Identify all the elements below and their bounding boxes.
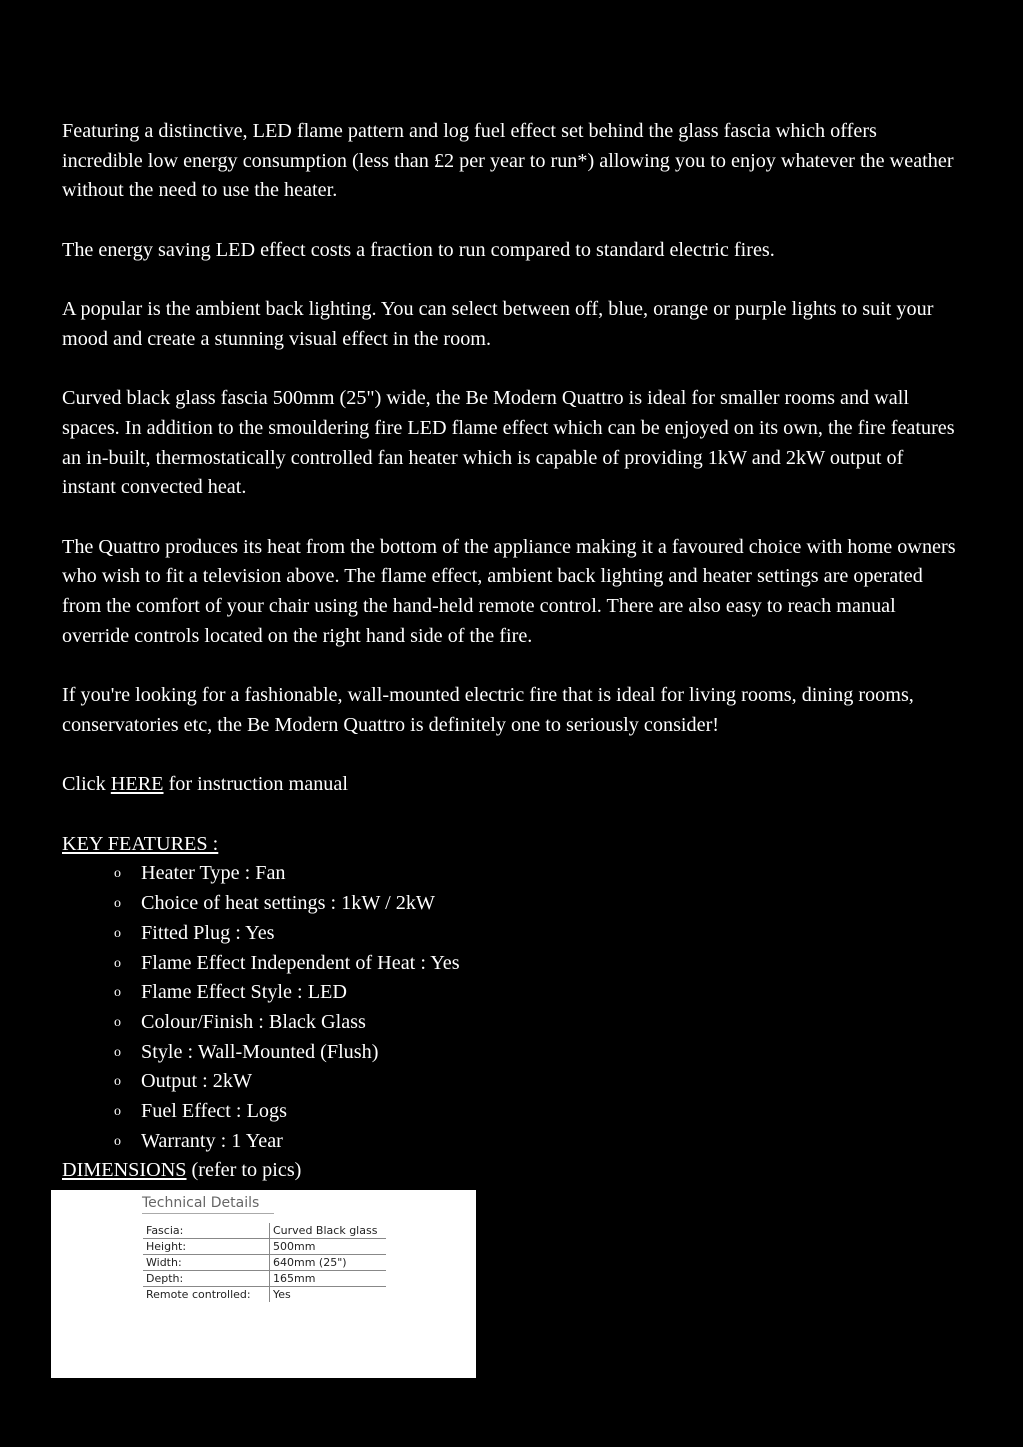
feature-item [62,978,962,1008]
feature-text: Heater Type : Fan [141,862,286,885]
summary-paragraph: If you're looking for a fashionable, wall-mounted electric fire that is ideal for living rooms, dining rooms, conservatories etc, the Be Modern Quattro is definitely one to seriously consider! [62,684,914,736]
feature-item [62,859,962,889]
manual-line [62,770,962,800]
bullet-icon: o [114,1074,121,1090]
manual-link[interactable]: HERE [110,773,164,796]
title-divider [142,1213,274,1214]
dimensions-label: DIMENSIONS [62,1159,187,1182]
feature-item [62,1127,962,1157]
feature-text: Flame Effect Style : LED [141,981,347,1004]
table-row [143,1239,386,1255]
technical-details-table [143,1223,386,1302]
spec-value: 165mm [270,1271,387,1287]
lighting-paragraph: A popular is the ambient back lighting. You can select between off, blue, orange or purple lights to suit your mood and create a stunning visual effect in the room. [62,298,934,350]
feature-item [62,889,962,919]
feature-text: Flame Effect Independent of Heat : Yes [141,951,460,974]
manual-suffix: for instruction manual [163,773,348,796]
key-features-heading: KEY FEATURES : [62,832,219,855]
technical-details-image [51,1190,476,1378]
spec-value: 640mm (25") [270,1255,387,1271]
feature-text: Fuel Effect : Logs [141,1099,287,1122]
feature-item [62,949,962,979]
spec-value: 500mm [270,1239,387,1255]
table-row [143,1255,386,1271]
bullet-icon: o [114,925,121,941]
table-row [143,1223,386,1239]
intro-paragraph: Featuring a distinctive, LED flame pattern and log fuel effect set behind the glass fascia which offers incredible low energy consumption (less than £2 per year to run*) allowing you to enjoy whatever the weather without the need to use the heater. [62,120,954,202]
manual-prefix: Click [62,773,111,796]
bullet-icon: o [114,985,121,1001]
bullet-icon: o [114,955,121,971]
bullet-icon: o [114,1133,121,1149]
energy-paragraph: The energy saving LED effect costs a fraction to run compared to standard electric fires. [62,238,775,261]
feature-item [62,1067,962,1097]
feature-item [62,1038,962,1068]
spec-value: Yes [273,1288,291,1301]
key-features-list [62,859,962,1156]
feature-text: Colour/Finish : Black Glass [141,1010,366,1033]
technical-details-title: Technical Details [142,1195,260,1211]
feature-text: Style : Wall-Mounted (Flush) [141,1040,379,1063]
dimensions-line [62,1156,962,1186]
feature-item [62,919,962,949]
bullet-icon: o [114,1044,121,1060]
heat-paragraph: The Quattro produces its heat from the bottom of the appliance making it a favoured choice with home owners who wish to fit a television above. The flame effect, ambient back lighting and heater settings are operated from the comfort of your chair using the hand-held remote control. There are also easy to reach manual override controls located on the right hand side of the fire. [62,535,956,647]
spec-value: Curved Black glass [270,1223,387,1239]
bullet-icon: o [114,896,121,912]
bullet-icon: o [114,1103,121,1119]
spec-label: Height: [143,1239,270,1255]
feature-text: Warranty : 1 Year [141,1129,283,1152]
spec-label: Width: [143,1255,270,1271]
spec-label: Fascia: [143,1223,270,1239]
table-row [143,1287,386,1303]
spec-label: Depth: [143,1271,270,1287]
feature-item [62,1008,962,1038]
key-features-section [62,830,962,1157]
feature-text: Choice of heat settings : 1kW / 2kW [141,892,435,915]
table-row [143,1271,386,1287]
feature-item [62,1097,962,1127]
bullet-icon: o [114,866,121,882]
bullet-icon: o [114,1014,121,1030]
fascia-paragraph: Curved black glass fascia 500mm (25") wide, the Be Modern Quattro is ideal for smaller rooms and wall spaces. In addition to the smouldering fire LED flame effect which can be enjoyed on its own, the fire features an in-built, thermostatically controlled fan heater which is capable of providing 1kW and 2kW output of instant convected heat. [62,387,955,499]
feature-text: Fitted Plug : Yes [141,921,275,944]
dimensions-suffix: (refer to pics) [186,1159,302,1182]
feature-text: Output : 2kW [141,1070,253,1093]
product-description [62,117,962,1186]
spec-label: Remote controlled: [143,1287,270,1303]
